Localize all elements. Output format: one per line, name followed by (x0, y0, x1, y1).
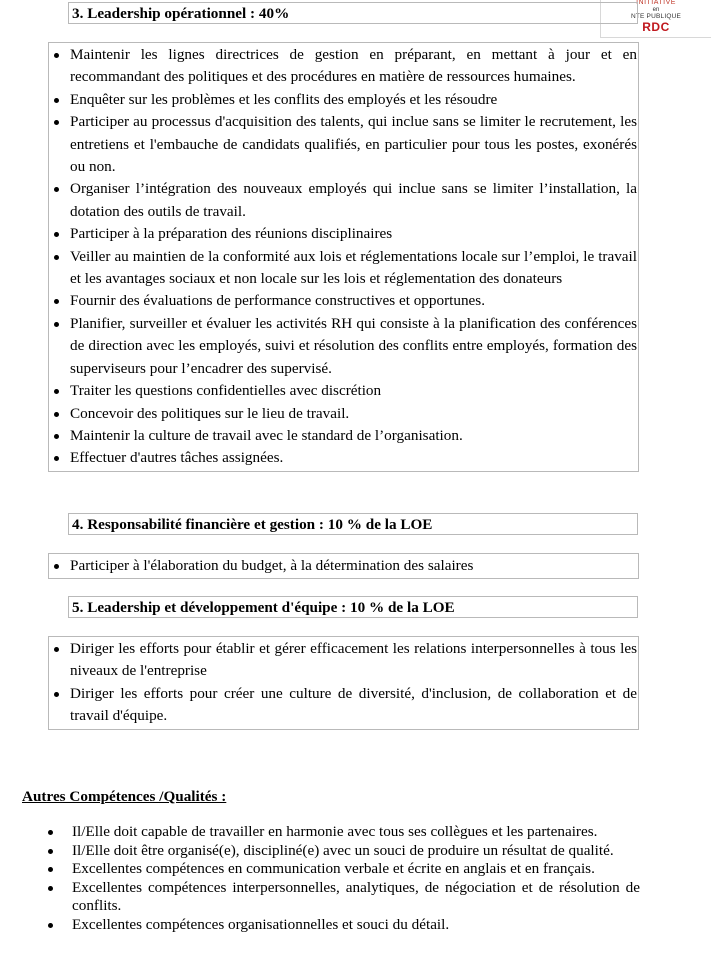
section-5-list (49, 638, 637, 728)
section-4-list-box (48, 553, 639, 579)
list-item: Il/Elle doit capable de travailler en harmonie avec tous ses collègues et les partenaires. (46, 823, 640, 842)
logo-country-text: RDC (642, 20, 670, 34)
competences-heading: Autres Compétences /Qualités : (22, 788, 227, 805)
section-5-title: 5. Leadership et développement d'équipe : 10 % de la LOE (68, 596, 638, 618)
logo-top-text: INITIATIVE (636, 0, 676, 6)
section-3-title: 3. Leadership opérationnel : 40% (68, 2, 638, 24)
list-item: Excellentes compétences interpersonnelles, analytiques, de négociation et de résolution de conflits. (46, 879, 640, 916)
logo-sub-text: NTE PUBLIQUE (630, 13, 682, 20)
list-item: Enquêter sur les problèmes et les conflits des employés et les résoudre (49, 89, 637, 111)
list-item: Excellentes compétences organisationnelles et souci du détail. (46, 916, 640, 935)
list-item: Participer au processus d'acquisition des talents, qui inclue sans se limiter le recrutement, les entretiens et l'embauche de candidats qualifiés, en particulier pour tous les postes, exonérés ou non. (49, 111, 637, 178)
list-item: Il/Elle doit être organisé(e), discipliné(e) avec un souci de produire un résultat de qualité. (46, 842, 640, 861)
list-item: Organiser l’intégration des nouveaux employés qui inclue sans se limiter l’installation, la dotation des outils de travail. (49, 178, 637, 223)
list-item: Maintenir la culture de travail avec le standard de l’organisation. (49, 425, 637, 447)
logo-mid-text: en (652, 7, 660, 13)
list-item: Traiter les questions confidentielles avec discrétion (49, 380, 637, 402)
list-item: Maintenir les lignes directrices de gestion en préparant, en mettant à jour et en recommandant des politiques et des procédures en matière de ressources humaines. (49, 44, 637, 89)
list-item: Effectuer d'autres tâches assignées. (49, 447, 637, 469)
list-item: Participer à l'élaboration du budget, à la détermination des salaires (49, 555, 637, 577)
list-item: Concevoir des politiques sur le lieu de travail. (49, 403, 637, 425)
section-3-list-box (48, 42, 639, 472)
section-3-list (49, 44, 637, 470)
list-item: Diriger les efforts pour établir et gérer efficacement les relations interpersonnelles à tous les niveaux de l'entreprise (49, 638, 637, 683)
list-item: Fournir des évaluations de performance constructives et opportunes. (49, 290, 637, 312)
list-item: Participer à la préparation des réunions disciplinaires (49, 223, 637, 245)
section-4-title: 4. Responsabilité financière et gestion : 10 % de la LOE (68, 513, 638, 535)
list-item: Excellentes compétences en communication verbale et écrite en anglais et en français. (46, 860, 640, 879)
list-item: Veiller au maintien de la conformité aux lois et réglementations locale sur l’emploi, le travail et les avantages sociaux et non locale sur les lois et réglementation des donateurs (49, 246, 637, 291)
section-5-list-box (48, 636, 639, 730)
competences-list (46, 823, 640, 935)
list-item: Planifier, surveiller et évaluer les activités RH qui consiste à la planification des conférences de direction avec les employés, suivi et résolution des conflits entre employés, formation des superviseurs pour l’encadrer des supervisé. (49, 313, 637, 380)
section-4-list (49, 555, 637, 577)
list-item: Diriger les efforts pour créer une culture de diversité, d'inclusion, de collaboration et de travail d'équipe. (49, 683, 637, 728)
